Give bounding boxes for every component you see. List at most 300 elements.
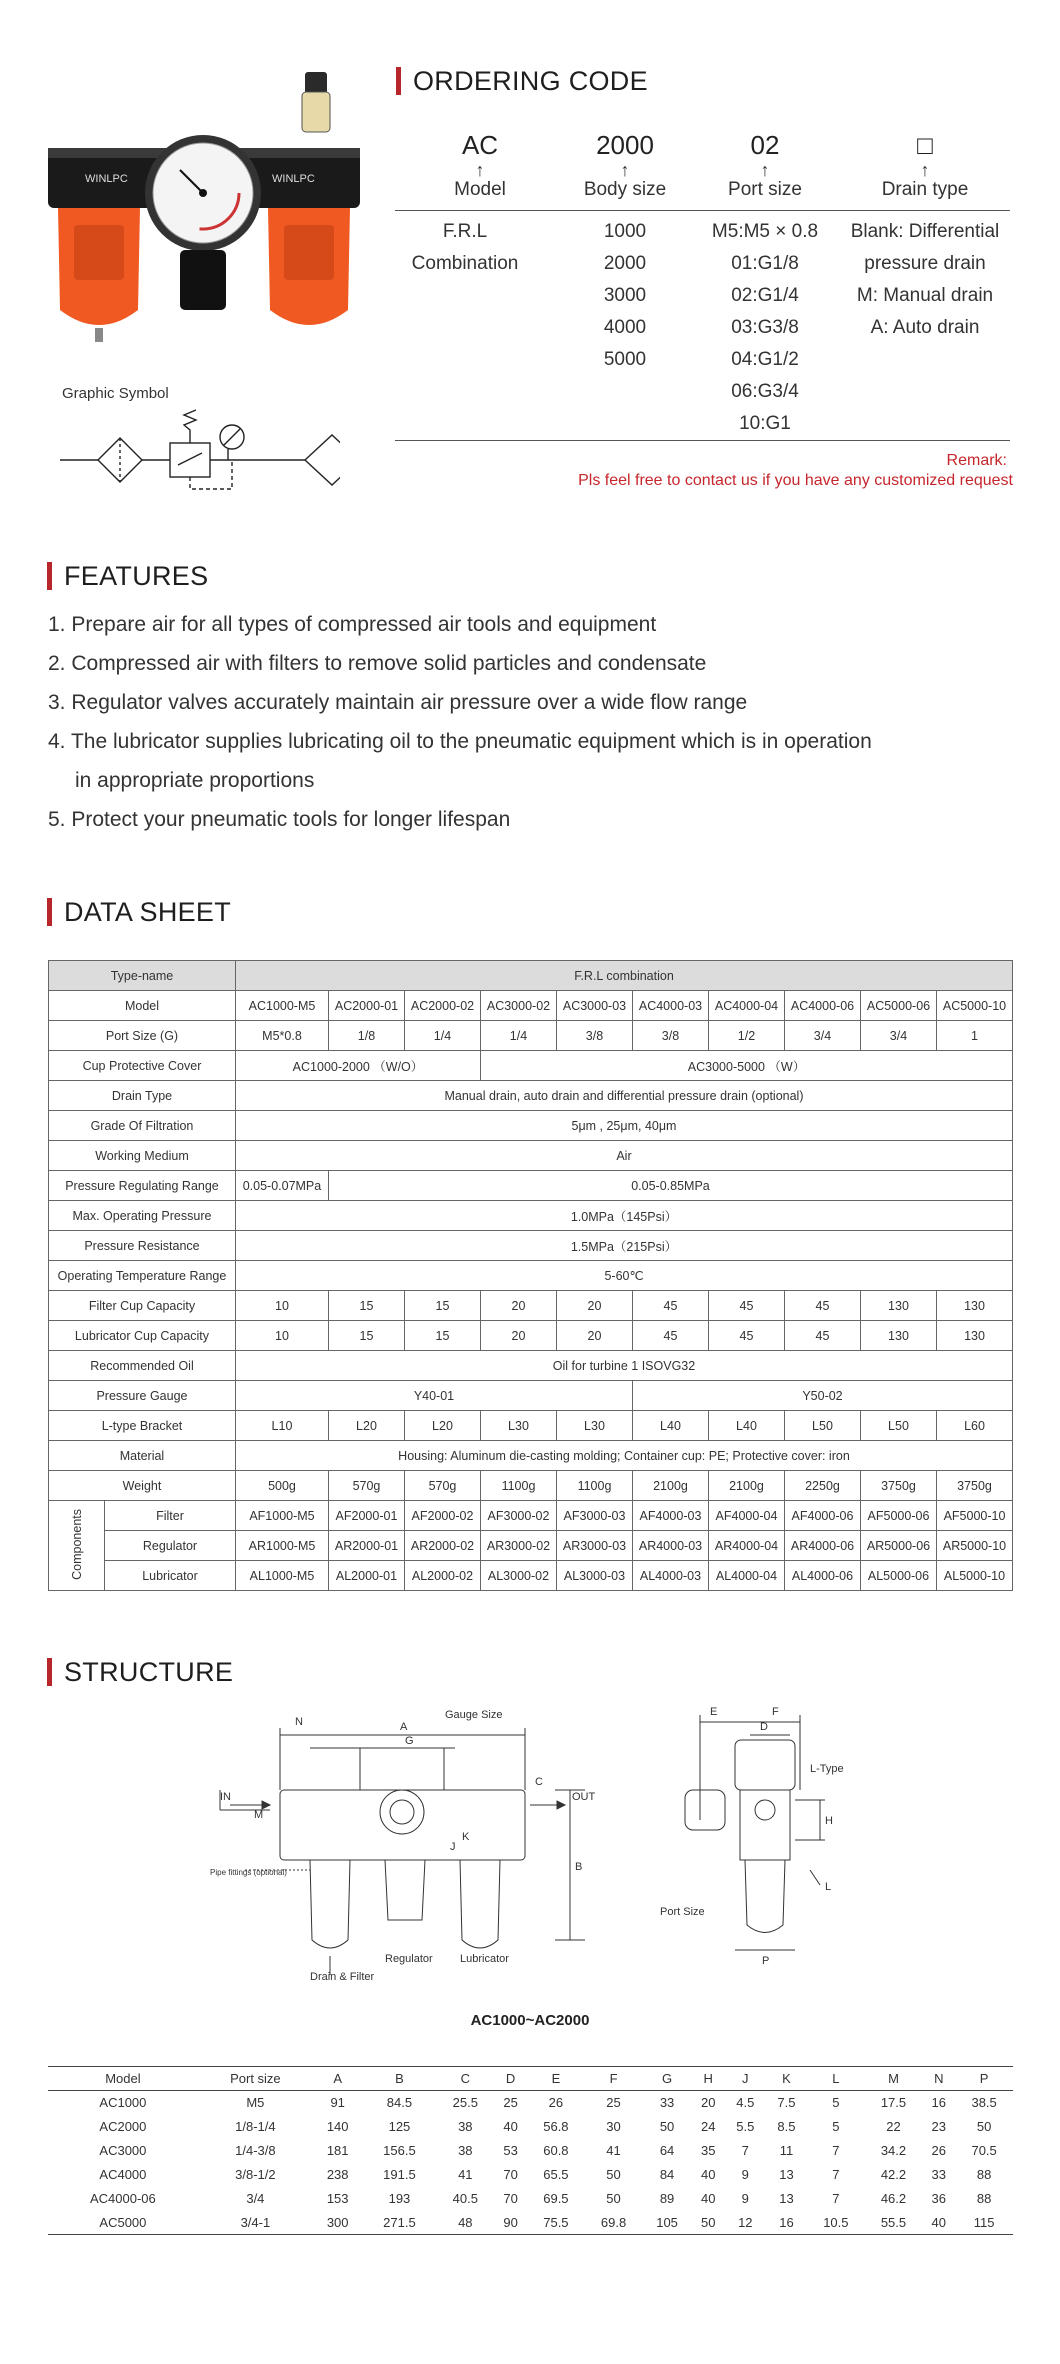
table-cell: 7 (741, 2143, 749, 2158)
table-cell: 89 (659, 2191, 675, 2206)
table-cell: AF4000-03 (632, 1501, 708, 1531)
table-header: F (585, 2067, 643, 2091)
table-cell: 53 (503, 2143, 518, 2158)
table-row (49, 1231, 1013, 1261)
table-cell: 130 (936, 1321, 1012, 1351)
table-cell: 105 (642, 2211, 691, 2235)
table-cell: 46.2 (880, 2191, 907, 2206)
label-out: OUT (572, 1791, 596, 1803)
table-cell: L30 (556, 1411, 632, 1441)
oil-label: Recommended Oil (49, 1351, 236, 1381)
graphic-symbol (60, 405, 340, 495)
list-item: 5000 (603, 349, 647, 370)
table-cell: M5 (246, 2095, 265, 2111)
model-label: Model (49, 991, 236, 1021)
table-cell: 2250g (784, 1471, 860, 1501)
table-row (49, 1051, 1013, 1081)
table-cell: 56.8 (543, 2119, 569, 2134)
table-cell: 40 (701, 2167, 716, 2182)
code-drain-type-value: □ (917, 130, 933, 160)
list-item: Blank: Differential (850, 221, 1000, 242)
table-cell: AL4000-06 (784, 1561, 860, 1591)
table-row (49, 1111, 1013, 1141)
table-cell: 33 (659, 2095, 675, 2111)
table-cell: 25.5 (452, 2095, 478, 2111)
structure-title: STRUCTURE (47, 1658, 233, 1686)
table-cell: 70.5 (971, 2143, 997, 2158)
table-cell: AC4000-03 (632, 991, 708, 1021)
code-body-size-label: Body size (583, 179, 667, 200)
table-cell: AC4000-04 (708, 991, 784, 1021)
table-cell: 3/4-1 (198, 2211, 313, 2235)
table-cell: Y50-02 (632, 1381, 1012, 1411)
list-item: A: Auto drain (870, 317, 980, 338)
table-cell: 45 (784, 1321, 860, 1351)
table-cell: 15 (328, 1291, 404, 1321)
table-cell: 26 (931, 2143, 947, 2158)
table-cell: AC4000-06 (90, 2191, 156, 2206)
table-cell: 41 (606, 2143, 621, 2158)
table-cell: 69.5 (543, 2191, 569, 2206)
bracket-label: L-type Bracket (49, 1411, 236, 1441)
table-cell: AF2000-02 (404, 1501, 480, 1531)
table-cell: L10 (235, 1411, 328, 1441)
product-photo (40, 60, 380, 350)
label-gauge-size: Gauge Size (445, 1709, 503, 1721)
table-cell: 40 (701, 2191, 716, 2206)
table-header: E (527, 2067, 585, 2091)
table-cell: 15 (404, 1291, 480, 1321)
table-cell: AC1000-M5 (235, 991, 328, 1021)
label-f: F (772, 1706, 779, 1718)
label-d: D (760, 1721, 768, 1733)
label-in: IN (220, 1791, 231, 1803)
table-cell: AC1000 (99, 2095, 147, 2111)
table-cell: 16 (766, 2211, 807, 2235)
table-cell: 130 (936, 1291, 1012, 1321)
gauge-label: Pressure Gauge (49, 1381, 236, 1411)
table-row (49, 1381, 1013, 1411)
table-cell: 1100g (556, 1471, 632, 1501)
table-row (49, 1201, 1013, 1231)
label-b: B (575, 1861, 583, 1873)
table-cell: 40 (922, 2211, 955, 2235)
table-row (49, 1321, 1013, 1351)
list-item: 06:G3/4 (731, 381, 799, 402)
code-model (430, 130, 530, 201)
weight-label: Weight (49, 1471, 236, 1501)
table-cell: AF3000-02 (480, 1501, 556, 1531)
table-cell: 41 (458, 2167, 473, 2182)
table-row (48, 2211, 1013, 2235)
table-cell: 181 (326, 2143, 349, 2158)
table-cell: 238 (326, 2167, 349, 2182)
port-size-list (695, 216, 835, 440)
table-cell: 191.5 (383, 2167, 416, 2182)
table-cell: 38.5 (971, 2095, 997, 2111)
list-item: 04:G1/2 (731, 349, 799, 370)
material-label: Material (49, 1441, 236, 1471)
arrow-icon: ↑ (920, 160, 930, 180)
table-cell: 75.5 (527, 2211, 585, 2235)
remark-label: Remark: (946, 452, 1007, 469)
table-cell: 16 (931, 2095, 947, 2111)
table-row (49, 991, 1013, 1021)
table-cell: 10 (235, 1321, 328, 1351)
table-row (48, 2067, 1013, 2091)
code-port-size-label: Port size (728, 179, 802, 200)
table-cell: 9 (741, 2167, 749, 2182)
table-row (49, 1351, 1013, 1381)
table-cell: 1.0MPa（145Psi） (235, 1201, 1012, 1231)
table-row (48, 2115, 1013, 2139)
table-row (49, 1141, 1013, 1171)
feature-item: 3. Regulator valves accurately maintain air pressure over a wide flow range (48, 691, 748, 714)
feature-item: 2. Compressed air with filters to remove solid particles and condensate (48, 652, 707, 675)
table-cell: 156.5 (383, 2143, 416, 2158)
table-cell: L30 (480, 1411, 556, 1441)
table-cell: 88 (976, 2191, 992, 2206)
table-cell: AF1000-M5 (235, 1501, 328, 1531)
table-cell: 3/8-1/2 (235, 2167, 276, 2182)
table-cell: 38 (458, 2119, 473, 2134)
table-cell: 10.5 (807, 2211, 865, 2235)
feature-item: 1. Prepare air for all types of compressed air tools and equipment (48, 613, 657, 636)
table-cell: 1/8 (328, 1021, 404, 1051)
table-cell: 13 (779, 2167, 794, 2182)
code-port-size-value: 02 (750, 130, 780, 160)
table-cell: 45 (708, 1321, 784, 1351)
table-cell: L50 (784, 1411, 860, 1441)
table-cell: AC5000-06 (860, 991, 936, 1021)
arrow-icon: ↑ (475, 160, 485, 180)
label-n: N (295, 1716, 303, 1728)
table-cell: Air (235, 1141, 1012, 1171)
dimension-table (48, 2066, 1013, 2235)
table-cell: 7 (832, 2143, 840, 2158)
table-cell: 10 (235, 1291, 328, 1321)
table-cell: 3/8 (632, 1021, 708, 1051)
table-row (49, 1411, 1013, 1441)
table-cell: AC3000-03 (556, 991, 632, 1021)
table-cell: 570g (404, 1471, 480, 1501)
table-cell: 193 (388, 2191, 411, 2206)
label-pipe: Pipe fittings (optional) (210, 1868, 287, 1877)
table-cell: 2100g (632, 1471, 708, 1501)
table-cell: Manual drain, auto drain and differential pressure drain (optional) (235, 1081, 1012, 1111)
table-cell: AR5000-10 (936, 1531, 1012, 1561)
table-cell: 1.5MPa（215Psi） (235, 1231, 1012, 1261)
code-model-label: Model (454, 179, 506, 200)
table-cell: 5 (832, 2095, 840, 2111)
regulator-label: Regulator (105, 1531, 236, 1561)
table-cell: 300 (313, 2211, 362, 2235)
code-body-size (570, 130, 680, 201)
table-cell: 1 (936, 1021, 1012, 1051)
table-cell: AF2000-01 (328, 1501, 404, 1531)
table-cell: AC1000-2000 （W/O） (235, 1051, 480, 1081)
table-cell: AL1000-M5 (235, 1561, 328, 1591)
table-cell: 1/2 (708, 1021, 784, 1051)
table-header: Port size (198, 2067, 313, 2091)
table-cell: 271.5 (362, 2211, 436, 2235)
table-cell: 20 (556, 1291, 632, 1321)
table-cell: 90 (494, 2211, 527, 2235)
drain-label: Drain Type (49, 1081, 236, 1111)
structure-caption: AC1000~AC2000 (470, 2012, 590, 2029)
table-cell: 40.5 (452, 2191, 478, 2206)
table-cell: 70 (503, 2191, 518, 2206)
table-header: G (642, 2067, 691, 2091)
table-cell: Y40-01 (235, 1381, 632, 1411)
graphic-symbol-label: Graphic Symbol (62, 385, 169, 402)
table-cell: 153 (326, 2191, 349, 2206)
table-header: Model (48, 2067, 198, 2091)
table-row (49, 961, 1013, 991)
table-cell: AF4000-06 (784, 1501, 860, 1531)
table-cell: AC2000 (99, 2119, 147, 2134)
table-cell: 60.8 (543, 2143, 569, 2158)
table-cell: Housing: Aluminum die-casting molding; Container cup: PE; Protective cover: iron (235, 1441, 1012, 1471)
table-cell: 36 (931, 2191, 947, 2206)
structure-side-drawing (660, 1700, 880, 1970)
table-cell: AL3000-02 (480, 1561, 556, 1591)
table-cell: 69.8 (585, 2211, 643, 2235)
table-cell: 1/4-3/8 (235, 2143, 276, 2158)
list-item: 4000 (603, 317, 647, 338)
table-cell: AL2000-02 (404, 1561, 480, 1591)
ordering-divider-bottom (395, 440, 1010, 441)
table-cell: AF4000-04 (708, 1501, 784, 1531)
arrow-icon: ↑ (620, 160, 630, 180)
table-cell: AR5000-06 (860, 1531, 936, 1561)
table-header: N (922, 2067, 955, 2091)
lubricator-label: Lubricator (105, 1561, 236, 1591)
table-cell: 11 (779, 2143, 794, 2158)
structure-front-drawing (200, 1700, 620, 1980)
filtration-label: Grade Of Filtration (49, 1111, 236, 1141)
medium-label: Working Medium (49, 1141, 236, 1171)
table-cell: 50 (692, 2211, 725, 2235)
table-cell: 50 (606, 2191, 621, 2206)
table-row (49, 1531, 1013, 1561)
table-cell: AC3000-5000 （W） (480, 1051, 1012, 1081)
table-cell: 23 (931, 2119, 947, 2134)
table-cell: 115 (955, 2211, 1013, 2235)
table-row (49, 1471, 1013, 1501)
table-cell: 7 (832, 2191, 840, 2206)
label-drain-filter: Drain & Filter (310, 1971, 375, 1980)
list-item: 01:G1/8 (731, 253, 799, 274)
list-item: 1000 (603, 221, 647, 242)
table-cell: 25 (503, 2095, 518, 2111)
label-m: M (254, 1809, 264, 1821)
table-cell: 3/4 (784, 1021, 860, 1051)
table-cell: 38 (458, 2143, 473, 2158)
table-header: D (494, 2067, 527, 2091)
table-header: L (807, 2067, 865, 2091)
table-cell: 570g (328, 1471, 404, 1501)
remark-text: Pls feel free to contact us if you have any customized request (578, 472, 1013, 489)
table-cell: 3/4 (860, 1021, 936, 1051)
label-c: C (535, 1776, 543, 1788)
table-cell: AR3000-03 (556, 1531, 632, 1561)
table-cell: 5μm , 25μm, 40μm (235, 1111, 1012, 1141)
list-item: pressure drain (864, 253, 986, 274)
table-cell: AL5000-10 (936, 1561, 1012, 1591)
table-cell: 65.5 (543, 2167, 569, 2182)
table-cell: 33 (931, 2167, 947, 2182)
list-item: M: Manual drain (856, 285, 994, 306)
cup-label: Cup Protective Cover (49, 1051, 236, 1081)
label-j: J (450, 1841, 456, 1853)
table-cell: 12 (725, 2211, 766, 2235)
list-item: 10:G1 (739, 413, 791, 434)
type-name-value: F.R.L combination (235, 961, 1012, 991)
resist-label: Pressure Resistance (49, 1231, 236, 1261)
table-cell: 17.5 (880, 2095, 907, 2111)
table-row (48, 2163, 1013, 2187)
list-item: M5:M5 × 0.8 (711, 221, 819, 242)
features-title: FEATURES (47, 562, 208, 590)
table-cell: M5*0.8 (235, 1021, 328, 1051)
table-cell: AC3000-02 (480, 991, 556, 1021)
label-lubricator: Lubricator (460, 1953, 509, 1965)
filter-cap-label: Filter Cup Capacity (49, 1291, 236, 1321)
list-item: 02:G1/4 (731, 285, 799, 306)
label-g: G (405, 1735, 414, 1747)
table-cell: 50 (659, 2119, 675, 2134)
table-cell: 88 (976, 2167, 992, 2182)
table-cell: AC5000 (48, 2211, 198, 2235)
table-cell: L50 (860, 1411, 936, 1441)
label-regulator: Regulator (385, 1953, 433, 1965)
datasheet-title: DATA SHEET (47, 898, 231, 926)
drain-type-list (840, 216, 1010, 344)
prr-label: Pressure Regulating Range (49, 1171, 236, 1201)
table-cell: AF5000-10 (936, 1501, 1012, 1531)
feature-item: 5. Protect your pneumatic tools for longer lifespan (48, 808, 511, 831)
table-cell: L20 (328, 1411, 404, 1441)
table-cell: AC4000 (99, 2167, 147, 2182)
type-name-label: Type-name (49, 961, 236, 991)
table-cell: AR4000-06 (784, 1531, 860, 1561)
table-cell: 64 (659, 2143, 675, 2158)
table-row (49, 1501, 1013, 1531)
list-item: 3000 (603, 285, 647, 306)
table-cell: 125 (388, 2119, 411, 2134)
table-cell: 84 (659, 2167, 675, 2182)
temp-label: Operating Temperature Range (49, 1261, 236, 1291)
table-cell: 8.5 (777, 2119, 796, 2134)
table-row (49, 1021, 1013, 1051)
table-cell: 7.5 (777, 2095, 796, 2111)
list-item: 2000 (603, 253, 647, 274)
table-cell: 13 (779, 2191, 794, 2206)
table-header: H (692, 2067, 725, 2091)
table-cell: 3/4 (246, 2191, 265, 2206)
label-l: L (825, 1881, 832, 1893)
table-cell: L40 (632, 1411, 708, 1441)
table-cell: AR2000-01 (328, 1531, 404, 1561)
table-cell: 34.2 (880, 2143, 907, 2158)
table-cell: 45 (632, 1321, 708, 1351)
label-p: P (762, 1955, 770, 1967)
table-cell: 5 (832, 2119, 840, 2134)
datasheet-table (48, 960, 1013, 1591)
table-cell: AR4000-04 (708, 1531, 784, 1561)
label-port-size: Port Size (660, 1906, 705, 1918)
table-cell: AR2000-02 (404, 1531, 480, 1561)
code-port-size (710, 130, 820, 201)
table-cell: 15 (328, 1321, 404, 1351)
table-cell: AF3000-03 (556, 1501, 632, 1531)
feature-item-continued: in appropriate proportions (75, 769, 315, 792)
table-cell: L40 (708, 1411, 784, 1441)
table-cell: 55.5 (865, 2211, 923, 2235)
table-cell: 3/8 (556, 1021, 632, 1051)
table-cell: 20 (556, 1321, 632, 1351)
table-cell: AR1000-M5 (235, 1531, 328, 1561)
table-cell: L60 (936, 1411, 1012, 1441)
table-cell: 26 (548, 2095, 564, 2111)
table-cell: AR4000-03 (632, 1531, 708, 1561)
body-size-list (575, 216, 675, 376)
filter-label: Filter (105, 1501, 236, 1531)
brand-label-right: WINLPC (272, 173, 315, 185)
table-cell: 1/8-1/4 (235, 2119, 276, 2134)
table-cell: 50 (976, 2119, 992, 2134)
table-cell: AC2000-01 (328, 991, 404, 1021)
table-cell: 91 (330, 2095, 345, 2111)
table-cell: 4.5 (736, 2095, 755, 2111)
table-cell: 40 (503, 2119, 518, 2134)
code-model-value: AC (461, 130, 499, 160)
table-cell: 45 (784, 1291, 860, 1321)
table-row (49, 1261, 1013, 1291)
table-cell: 70 (503, 2167, 518, 2182)
table-cell: 48 (437, 2211, 495, 2235)
label-a: A (400, 1721, 408, 1733)
table-cell: 140 (326, 2119, 349, 2134)
table-cell: 0.05-0.85MPa (328, 1171, 1012, 1201)
table-cell: AC3000 (99, 2143, 147, 2158)
table-cell: AR3000-02 (480, 1531, 556, 1561)
table-header: C (437, 2067, 495, 2091)
table-cell: 20 (480, 1291, 556, 1321)
table-cell: 20 (480, 1321, 556, 1351)
table-row (48, 2091, 1013, 2115)
table-cell: 1100g (480, 1471, 556, 1501)
table-header: A (313, 2067, 362, 2091)
arrow-icon: ↑ (760, 160, 770, 180)
components-label: Components (69, 1508, 84, 1580)
code-drain-type-label: Drain type (881, 179, 969, 200)
table-cell: 20 (701, 2095, 716, 2111)
table-cell: 9 (741, 2191, 749, 2206)
table-row (49, 1561, 1013, 1591)
table-cell: 5.5 (736, 2119, 755, 2134)
table-row (49, 1441, 1013, 1471)
table-cell: 25 (606, 2095, 621, 2111)
table-cell: 50 (606, 2167, 621, 2182)
label-e: E (710, 1706, 718, 1718)
code-drain-type (860, 130, 990, 201)
table-row (49, 1171, 1013, 1201)
table-header: P (955, 2067, 1013, 2091)
table-cell: AC2000-02 (404, 991, 480, 1021)
table-cell: AF5000-06 (860, 1501, 936, 1531)
